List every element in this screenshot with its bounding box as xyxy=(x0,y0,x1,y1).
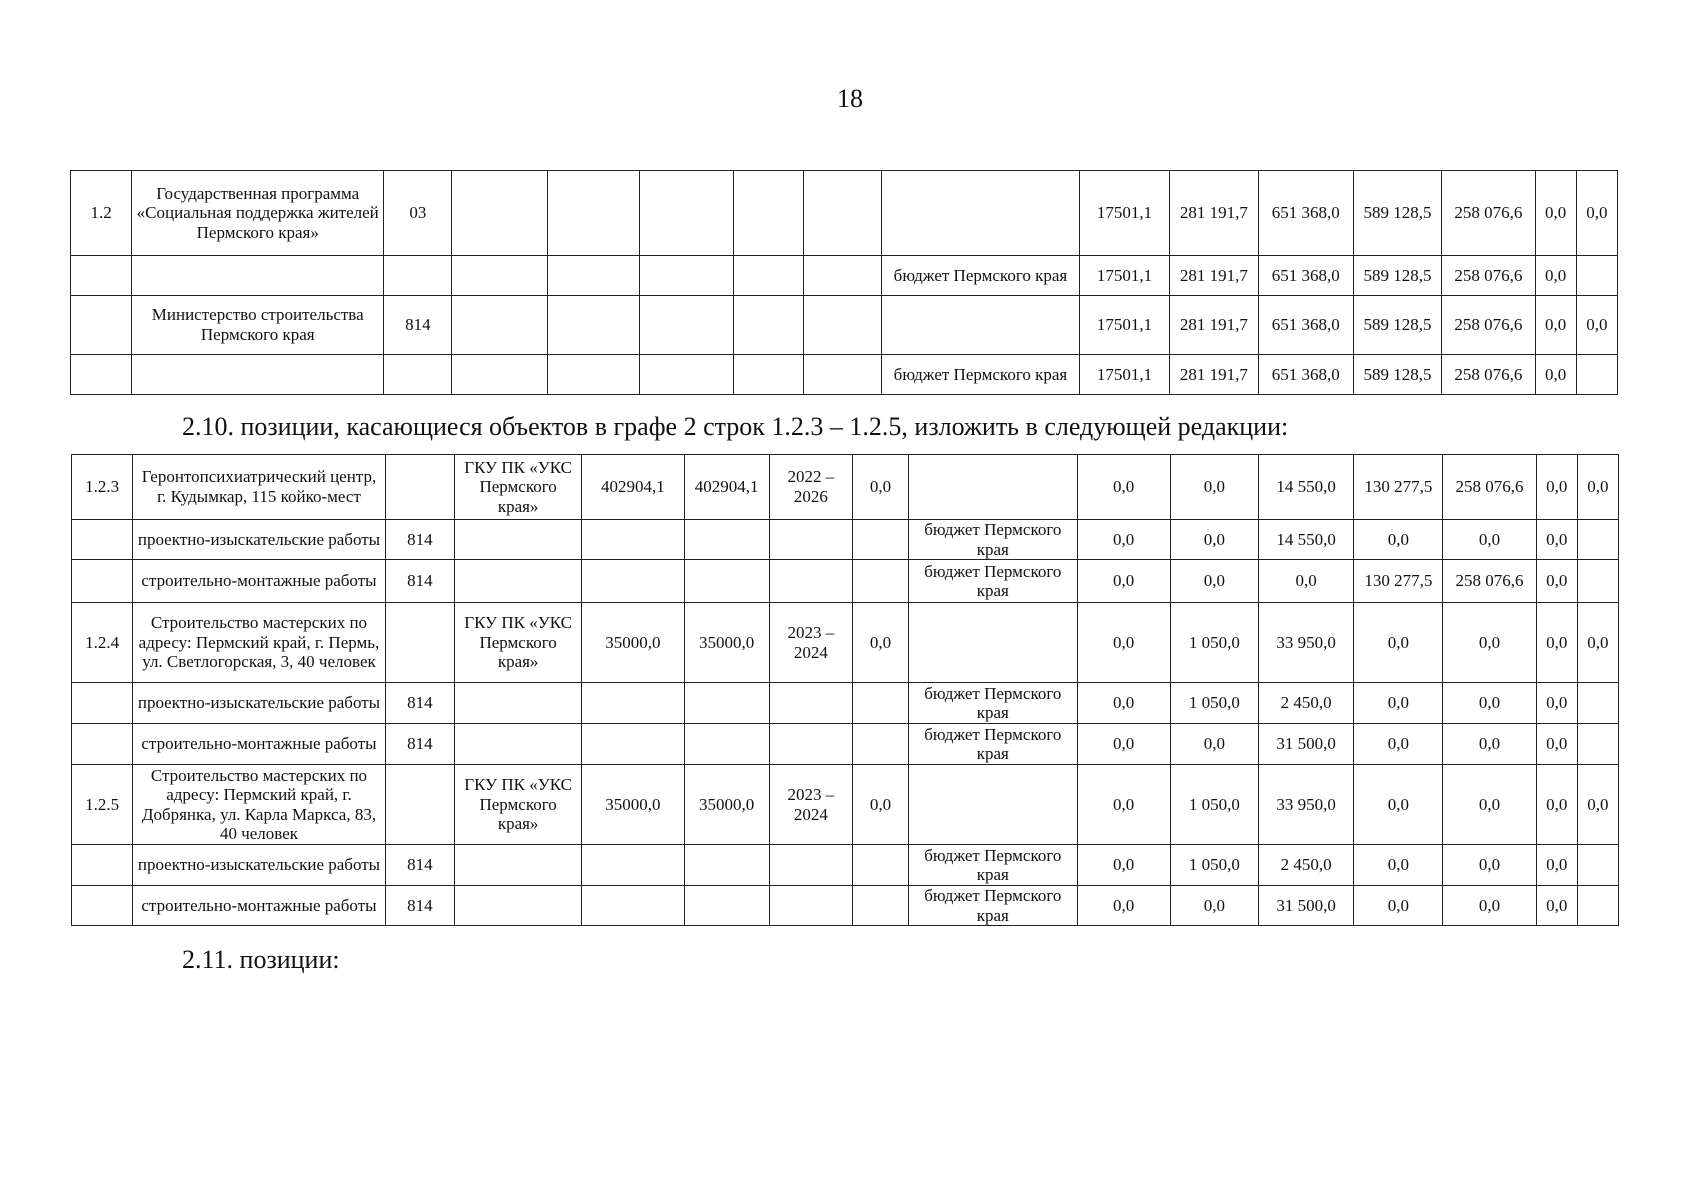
table-cell xyxy=(684,724,769,765)
table-cell: 0,0 xyxy=(1577,603,1618,683)
table-cell xyxy=(582,683,684,724)
table-cell xyxy=(769,724,852,765)
table-cell xyxy=(547,171,639,256)
table-cell: 0,0 xyxy=(852,603,908,683)
table-row xyxy=(72,560,1619,603)
table-cell: 33 950,0 xyxy=(1258,765,1353,845)
table-cell: 0,0 xyxy=(1077,455,1170,520)
table-cell xyxy=(547,355,639,395)
table-cell xyxy=(72,683,133,724)
table-cell: 0,0 xyxy=(1354,603,1443,683)
table-cell: 0,0 xyxy=(1536,560,1577,603)
table-row xyxy=(72,845,1619,886)
page-number: 18 xyxy=(837,84,863,113)
table-cell: 1 050,0 xyxy=(1170,845,1258,886)
table-cell xyxy=(454,845,581,886)
table-cell xyxy=(454,683,581,724)
table-cell xyxy=(1576,256,1617,296)
table-cell: 0,0 xyxy=(1077,765,1170,845)
table-cell xyxy=(582,886,684,926)
table-cell xyxy=(852,724,908,765)
table-cell: 0,0 xyxy=(1354,765,1443,845)
table-cell: строительно-монтажные работы xyxy=(133,560,386,603)
table-cell xyxy=(803,355,881,395)
table-cell: 0,0 xyxy=(1576,296,1617,355)
table-cell: 402904,1 xyxy=(582,455,684,520)
table-cell: 0,0 xyxy=(1077,683,1170,724)
table-cell xyxy=(909,765,1077,845)
table-row xyxy=(72,455,1619,520)
table-cell xyxy=(1576,355,1617,395)
table-cell xyxy=(684,520,769,560)
table-cell: 258 076,6 xyxy=(1442,355,1535,395)
table-cell: 0,0 xyxy=(1536,845,1577,886)
table-cell: 03 xyxy=(384,171,452,256)
table-cell xyxy=(640,256,733,296)
table-cell xyxy=(582,845,684,886)
table-cell: 814 xyxy=(384,296,452,355)
table-cell xyxy=(769,520,852,560)
table-cell: 0,0 xyxy=(1354,886,1443,926)
table-cell xyxy=(71,296,132,355)
table-cell: 130 277,5 xyxy=(1354,455,1443,520)
table-row xyxy=(72,724,1619,765)
table-cell: бюджет Пермского края xyxy=(909,683,1077,724)
table-cell: 0,0 xyxy=(1443,724,1536,765)
table-cell: бюджет Пермского края xyxy=(909,845,1077,886)
table-cell: 281 191,7 xyxy=(1170,256,1258,296)
table-cell: 0,0 xyxy=(1536,455,1577,520)
table-cell: проектно-изыскательские работы xyxy=(133,845,386,886)
table-cell xyxy=(71,256,132,296)
table-cell: 0,0 xyxy=(1536,886,1577,926)
table-cell: 1 050,0 xyxy=(1170,765,1258,845)
table-cell: 258 076,6 xyxy=(1442,256,1535,296)
table-cell xyxy=(909,603,1077,683)
table-cell: 0,0 xyxy=(1536,520,1577,560)
table-cell: бюджет Пермского края xyxy=(909,724,1077,765)
table-cell: 589 128,5 xyxy=(1353,355,1441,395)
table-cell xyxy=(909,455,1077,520)
objects-table xyxy=(71,454,1619,926)
table-cell: бюджет Пермского края xyxy=(909,560,1077,603)
table-cell: строительно-монтажные работы xyxy=(133,724,386,765)
table-cell: 258 076,6 xyxy=(1442,296,1535,355)
table-cell: 1.2 xyxy=(71,171,132,256)
table-cell: 31 500,0 xyxy=(1258,724,1353,765)
table-cell: 0,0 xyxy=(1354,683,1443,724)
table-cell xyxy=(132,256,384,296)
table-cell: бюджет Пермского края xyxy=(882,355,1080,395)
table-row xyxy=(72,886,1619,926)
table-cell: 1 050,0 xyxy=(1170,683,1258,724)
table-cell xyxy=(852,683,908,724)
table-cell xyxy=(452,355,547,395)
table-cell xyxy=(803,171,881,256)
table-cell xyxy=(1577,683,1618,724)
table-cell xyxy=(72,724,133,765)
table-cell xyxy=(582,520,684,560)
table-cell: 35000,0 xyxy=(684,765,769,845)
table-cell: бюджет Пермского края xyxy=(882,256,1080,296)
table-row xyxy=(71,296,1618,355)
table-cell: 0,0 xyxy=(1443,603,1536,683)
table-cell xyxy=(1577,886,1618,926)
table-cell: 31 500,0 xyxy=(1258,886,1353,926)
table-cell xyxy=(72,886,133,926)
table-cell xyxy=(452,296,547,355)
table-cell: 814 xyxy=(385,886,454,926)
table-cell xyxy=(852,845,908,886)
table-cell xyxy=(454,520,581,560)
section-heading-2-10: 2.10. позиции, касающиеся объектов в графе 2 строк 1.2.3 – 1.2.5, изложить в следующей редакции: xyxy=(182,412,1289,441)
table-cell xyxy=(640,296,733,355)
table-cell xyxy=(733,296,803,355)
table-cell: 0,0 xyxy=(1577,455,1618,520)
table-cell: 0,0 xyxy=(852,455,908,520)
table-row xyxy=(72,603,1619,683)
table-cell xyxy=(882,296,1080,355)
table-cell: 814 xyxy=(385,724,454,765)
table-cell: 651 368,0 xyxy=(1258,171,1353,256)
table-cell xyxy=(803,256,881,296)
table-cell: 0,0 xyxy=(1536,765,1577,845)
table-cell: 0,0 xyxy=(1354,724,1443,765)
table-cell xyxy=(384,355,452,395)
table-cell: 35000,0 xyxy=(684,603,769,683)
table-cell xyxy=(803,296,881,355)
table-cell xyxy=(684,886,769,926)
table-cell: 0,0 xyxy=(1354,845,1443,886)
table-row xyxy=(71,355,1618,395)
table-cell: 0,0 xyxy=(1077,886,1170,926)
table-cell xyxy=(769,683,852,724)
table-cell: строительно-монтажные работы xyxy=(133,886,386,926)
table-cell: 17501,1 xyxy=(1079,171,1169,256)
table-cell: 17501,1 xyxy=(1079,296,1169,355)
table-cell: 17501,1 xyxy=(1079,355,1169,395)
table-cell: 0,0 xyxy=(1077,520,1170,560)
table-cell: 0,0 xyxy=(1170,560,1258,603)
table-cell: 0,0 xyxy=(1170,886,1258,926)
table-cell: 1 050,0 xyxy=(1170,603,1258,683)
table-cell: ГКУ ПК «УКС Пермского края» xyxy=(454,603,581,683)
table-cell: Строительство мастерских по адресу: Пермский край, г. Добрянка, ул. Карла Маркса, 83, 40 человек xyxy=(133,765,386,845)
table-row xyxy=(72,520,1619,560)
table-cell xyxy=(882,171,1080,256)
table-cell: 589 128,5 xyxy=(1353,171,1441,256)
table-cell: 0,0 xyxy=(1077,560,1170,603)
table-row xyxy=(71,171,1618,256)
table-cell: 0,0 xyxy=(852,765,908,845)
table-cell: 1.2.3 xyxy=(72,455,133,520)
table-cell: 2023 – 2024 xyxy=(769,603,852,683)
table-cell xyxy=(1577,724,1618,765)
table-cell: Строительство мастерских по адресу: Пермский край, г. Пермь, ул. Светлогорская, 3, 40 человек xyxy=(133,603,386,683)
table-cell xyxy=(132,355,384,395)
table-cell xyxy=(640,355,733,395)
table-cell: 0,0 xyxy=(1258,560,1353,603)
table-cell xyxy=(640,171,733,256)
table-cell xyxy=(852,886,908,926)
table-cell: 0,0 xyxy=(1077,724,1170,765)
table-cell: 0,0 xyxy=(1443,886,1536,926)
table-cell: 33 950,0 xyxy=(1258,603,1353,683)
table-cell: 589 128,5 xyxy=(1353,296,1441,355)
table-cell xyxy=(1577,520,1618,560)
table-cell: Государственная программа «Социальная поддержка жителей Пермского края» xyxy=(132,171,384,256)
table-cell xyxy=(454,560,581,603)
table-cell: 0,0 xyxy=(1576,171,1617,256)
table-cell: 0,0 xyxy=(1443,520,1536,560)
table-cell: 1.2.5 xyxy=(72,765,133,845)
table-cell: 0,0 xyxy=(1536,603,1577,683)
table-cell xyxy=(852,560,908,603)
table-cell: 0,0 xyxy=(1535,256,1576,296)
table-cell: проектно-изыскательские работы xyxy=(133,683,386,724)
table-cell: 651 368,0 xyxy=(1258,296,1353,355)
table-cell xyxy=(733,355,803,395)
table-cell: 35000,0 xyxy=(582,603,684,683)
table-cell: 2 450,0 xyxy=(1258,683,1353,724)
table-cell xyxy=(684,845,769,886)
table-cell: 402904,1 xyxy=(684,455,769,520)
table-cell: 281 191,7 xyxy=(1170,296,1258,355)
table-cell: 0,0 xyxy=(1536,683,1577,724)
table-cell xyxy=(385,603,454,683)
table-cell: 258 076,6 xyxy=(1443,560,1536,603)
table-cell: 2022 – 2026 xyxy=(769,455,852,520)
table-cell xyxy=(547,256,639,296)
table-cell: ГКУ ПК «УКС Пермского края» xyxy=(454,765,581,845)
table-cell xyxy=(733,256,803,296)
table-row xyxy=(72,765,1619,845)
table-cell: 0,0 xyxy=(1443,683,1536,724)
table-cell: 14 550,0 xyxy=(1258,455,1353,520)
table-cell xyxy=(72,845,133,886)
table-cell: 0,0 xyxy=(1443,765,1536,845)
table-cell: 651 368,0 xyxy=(1258,256,1353,296)
table-cell: бюджет Пермского края xyxy=(909,886,1077,926)
table-cell: 17501,1 xyxy=(1079,256,1169,296)
table-cell xyxy=(452,171,547,256)
table-cell: 258 076,6 xyxy=(1443,455,1536,520)
table-cell: 281 191,7 xyxy=(1170,355,1258,395)
table-cell: 0,0 xyxy=(1535,296,1576,355)
table-cell xyxy=(684,560,769,603)
table-cell: 130 277,5 xyxy=(1354,560,1443,603)
table-cell: 0,0 xyxy=(1354,520,1443,560)
table-cell xyxy=(769,560,852,603)
table-cell xyxy=(852,520,908,560)
table-cell: 589 128,5 xyxy=(1353,256,1441,296)
table-cell: 0,0 xyxy=(1170,520,1258,560)
table-cell: 0,0 xyxy=(1077,603,1170,683)
table-cell: ГКУ ПК «УКС Пермского края» xyxy=(454,455,581,520)
table-cell xyxy=(769,845,852,886)
table-cell: 0,0 xyxy=(1535,355,1576,395)
table-cell xyxy=(452,256,547,296)
table-cell xyxy=(1577,845,1618,886)
table-cell: 0,0 xyxy=(1170,455,1258,520)
table-cell: 814 xyxy=(385,560,454,603)
table-cell: 814 xyxy=(385,520,454,560)
table-cell xyxy=(385,455,454,520)
table-cell xyxy=(684,683,769,724)
table-cell xyxy=(72,560,133,603)
program-table xyxy=(70,170,1618,395)
table-row xyxy=(72,683,1619,724)
table-cell: проектно-изыскательские работы xyxy=(133,520,386,560)
table-cell: 2023 – 2024 xyxy=(769,765,852,845)
table-cell xyxy=(547,296,639,355)
table-cell: 814 xyxy=(385,683,454,724)
table-cell xyxy=(1577,560,1618,603)
table-cell: 0,0 xyxy=(1170,724,1258,765)
table-cell: 0,0 xyxy=(1536,724,1577,765)
section-heading-2-11: 2.11. позиции: xyxy=(182,945,340,974)
table-cell: бюджет Пермского края xyxy=(909,520,1077,560)
table-cell xyxy=(582,724,684,765)
table-cell: Министерство строительства Пермского края xyxy=(132,296,384,355)
table-cell: 35000,0 xyxy=(582,765,684,845)
table-cell xyxy=(72,520,133,560)
table-cell: 1.2.4 xyxy=(72,603,133,683)
table-cell: 651 368,0 xyxy=(1258,355,1353,395)
table-cell xyxy=(733,171,803,256)
table-cell: 258 076,6 xyxy=(1442,171,1535,256)
table-cell: 0,0 xyxy=(1077,845,1170,886)
table-cell xyxy=(454,886,581,926)
table-cell: 0,0 xyxy=(1577,765,1618,845)
table-row xyxy=(71,256,1618,296)
table-cell xyxy=(454,724,581,765)
table-cell xyxy=(71,355,132,395)
table-cell: 2 450,0 xyxy=(1258,845,1353,886)
table-cell: 281 191,7 xyxy=(1170,171,1258,256)
table-cell xyxy=(582,560,684,603)
table-cell xyxy=(769,886,852,926)
table-cell: 814 xyxy=(385,845,454,886)
table-cell: 0,0 xyxy=(1443,845,1536,886)
table-cell xyxy=(384,256,452,296)
table-cell: Геронтопсихиатрический центр, г. Кудымкар, 115 койко-мест xyxy=(133,455,386,520)
table-cell xyxy=(385,765,454,845)
table-cell: 14 550,0 xyxy=(1258,520,1353,560)
table-cell: 0,0 xyxy=(1535,171,1576,256)
